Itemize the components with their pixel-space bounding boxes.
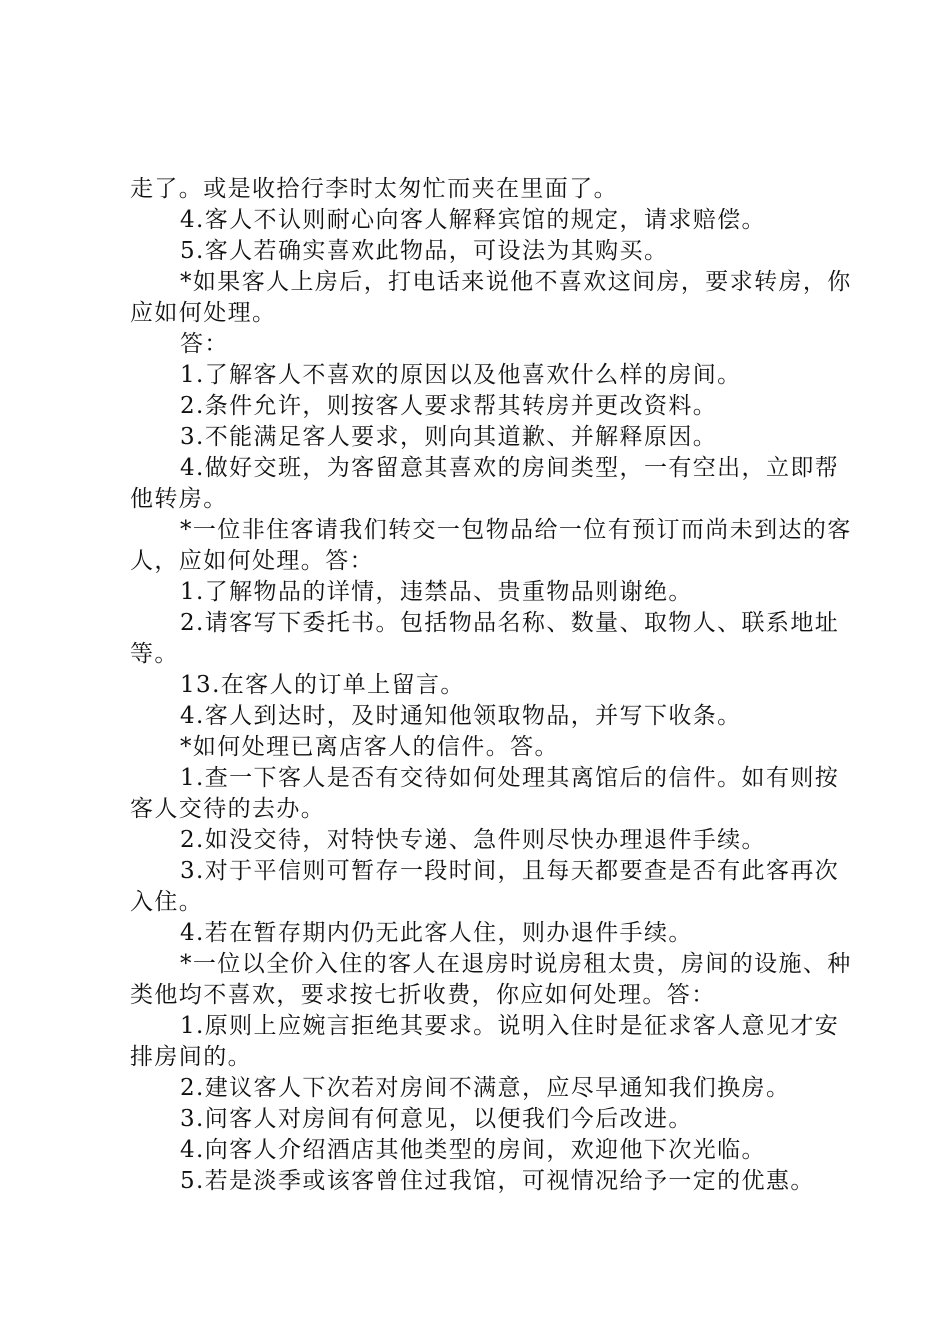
paragraph-17: 2.如没交待，对特快专递、急件则尽快办理退件手续。	[180, 827, 766, 853]
question-departed-mail: *如何处理已离店客人的信件。答。	[180, 734, 559, 760]
paragraph-6: 1.了解客人不喜欢的原因以及他喜欢什么样的房间。	[180, 362, 742, 388]
paragraph-8: 3.不能满足客人要求，则向其道歉、并解释原因。	[180, 424, 718, 450]
question-discount-request: *一位以全价入住的客人在退房时说房租太贵，房间的设施、种类他均不喜欢，要求按七折收费，你应如何处理。答：	[130, 951, 852, 1008]
paragraph-25: 5.若是淡季或该客曾住过我馆，可视情况给予一定的优惠。	[180, 1168, 815, 1194]
paragraph-16: 1.查一下客人是否有交待如何处理其离馆后的信件。如有则按客人交待的去办。	[130, 765, 840, 822]
paragraph-23: 3.问客人对房间有何意见，以便我们今后改进。	[180, 1106, 693, 1132]
paragraph-24: 4.向客人介绍酒店其他类型的房间，欢迎他下次光临。	[180, 1137, 766, 1163]
paragraph-1: 走了。或是收拾行李时太匆忙而夹在里面了。	[130, 176, 618, 202]
paragraph-2: 4.客人不认则耐心向客人解释宾馆的规定，请求赔偿。	[180, 207, 766, 233]
paragraph-11: 1.了解物品的详情，违禁品、贵重物品则谢绝。	[180, 579, 693, 605]
paragraph-13: 13.在客人的订单上留言。	[180, 672, 465, 698]
paragraph-14: 4.客人到达时，及时通知他领取物品，并写下收条。	[180, 703, 742, 729]
paragraph-19: 4.若在暂存期内仍无此客人住，则办退件手续。	[180, 920, 693, 946]
document-body	[130, 174, 855, 1197]
paragraph-7: 2.条件允许，则按客人要求帮其转房并更改资料。	[180, 393, 718, 419]
answer-label: 答：	[180, 331, 229, 357]
question-forward-package: *一位非住客请我们转交一包物品给一位有预订而尚未到达的客人，应如何处理。答：	[130, 517, 852, 574]
paragraph-18: 3.对于平信则可暂存一段时间，且每天都要查是否有此客再次入住。	[130, 858, 840, 915]
paragraph-21: 1.原则上应婉言拒绝其要求。说明入住时是征求客人意见才安排房间的。	[130, 1013, 840, 1070]
paragraph-3: 5.客人若确实喜欢此物品，可设法为其购买。	[180, 238, 669, 264]
paragraph-9: 4.做好交班，为客留意其喜欢的房间类型，一有空出，立即帮他转房。	[130, 455, 840, 512]
paragraph-22: 2.建议客人下次若对房间不满意，应尽早通知我们换房。	[180, 1075, 791, 1101]
paragraph-12: 2.请客写下委托书。包括物品名称、数量、取物人、联系地址等。	[130, 610, 840, 667]
question-transfer-room: *如果客人上房后，打电话来说他不喜欢这间房，要求转房，你应如何处理。	[130, 269, 852, 326]
